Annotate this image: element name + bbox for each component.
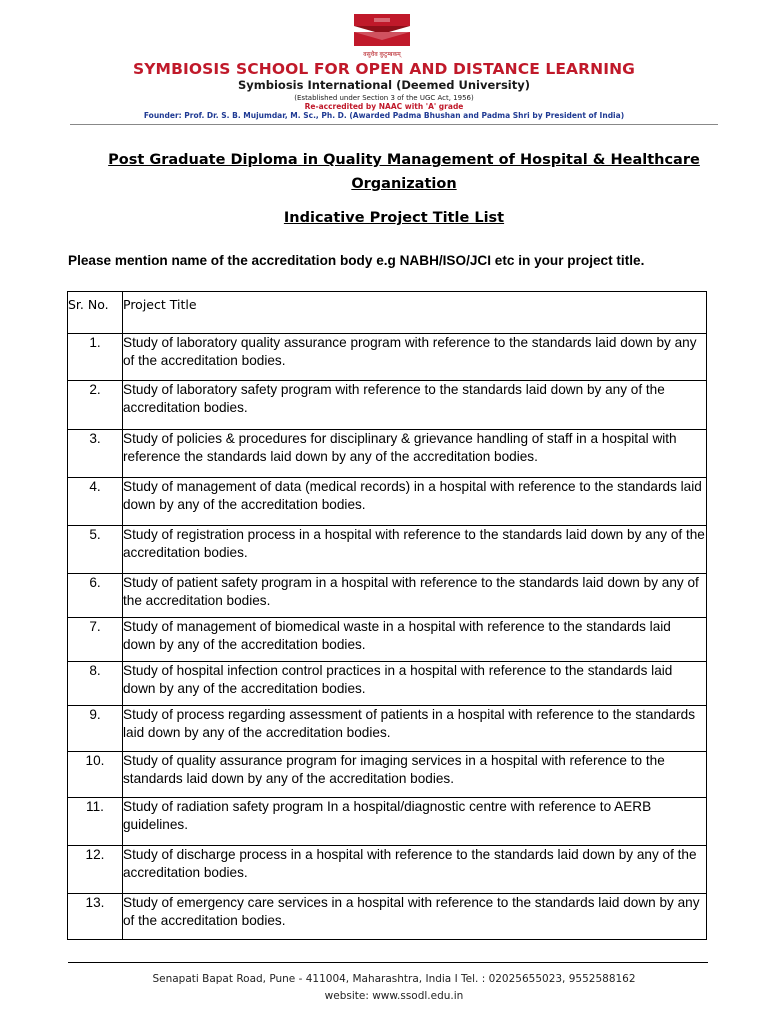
- project-title-cell: Study of policies & procedures for disciplinary & grievance handling of staff in a hospital with reference the standards laid down by any of the accreditation bodies.: [123, 430, 707, 478]
- sr-no-cell: 3.: [68, 430, 123, 478]
- sr-no-cell: 7.: [68, 618, 123, 662]
- table-row: [68, 381, 707, 430]
- logo-motto: वसुधैव कुटुम्बकम्: [363, 51, 401, 58]
- table-header-row: [68, 292, 707, 334]
- table-row: [68, 798, 707, 846]
- project-title-cell: Study of management of biomedical waste in a hospital with reference to the standards laid down by any of the accreditation bodies.: [123, 618, 707, 662]
- sr-no-cell: 8.: [68, 662, 123, 706]
- table-row: [68, 662, 707, 706]
- footer-divider: [68, 962, 708, 963]
- table-row: [68, 430, 707, 478]
- institution-name: SYMBIOSIS SCHOOL FOR OPEN AND DISTANCE LEARNING: [132, 60, 636, 78]
- sr-no-cell: 12.: [68, 846, 123, 894]
- table-row: [68, 618, 707, 662]
- header-divider: [70, 124, 718, 125]
- project-title-cell: Study of hospital infection control practices in a hospital with reference to the standards laid down by any of the accreditation bodies.: [123, 662, 707, 706]
- sr-no-cell: 2.: [68, 381, 123, 430]
- table-row: [68, 706, 707, 752]
- project-title-cell: Study of management of data (medical records) in a hospital with reference to the standards laid down by any of the accreditation bodies.: [123, 478, 707, 526]
- sr-no-cell: 9.: [68, 706, 123, 752]
- table-row: [68, 526, 707, 574]
- founder-note: Founder: Prof. Dr. S. B. Mujumdar, M. Sc., Ph. D. (Awarded Padma Bhushan and Padma Shri by President of India): [143, 111, 625, 120]
- course-title: Post Graduate Diploma in Quality Management of Hospital & Healthcare Organization: [108, 152, 700, 192]
- project-title-cell: Study of patient safety program in a hospital with reference to the standards laid down by any of the accreditation bodies.: [123, 574, 707, 618]
- project-title-cell: Study of emergency care services in a hospital with reference to the standards laid down by any of the accreditation bodies.: [123, 894, 707, 940]
- project-title-cell: Study of radiation safety program In a hospital/diagnostic centre with reference to AERB guidelines.: [123, 798, 707, 846]
- sr-no-cell: 5.: [68, 526, 123, 574]
- sr-no-cell: 6.: [68, 574, 123, 618]
- table-row: [68, 752, 707, 798]
- project-title-header: Project Title: [123, 292, 707, 334]
- sr-no-cell: 10.: [68, 752, 123, 798]
- table-row: [68, 574, 707, 618]
- project-title-cell: Study of laboratory quality assurance program with reference to the standards laid down by any of the accreditation bodies.: [123, 334, 707, 381]
- project-title-cell: Study of laboratory safety program with reference to the standards laid down by any of the accreditation bodies.: [123, 381, 707, 430]
- sr-no-cell: 13.: [68, 894, 123, 940]
- project-title-table: [67, 291, 707, 940]
- sr-no-cell: 11.: [68, 798, 123, 846]
- establishment-note: (Established under Section 3 of the UGC Act, 1956): [294, 94, 474, 102]
- symbiosis-logo: [340, 12, 424, 52]
- table-row: [68, 846, 707, 894]
- footer-address: Senapati Bapat Road, Pune - 411004, Maharashtra, India I Tel. : 02025655023, 9552588162: [152, 973, 636, 985]
- project-title-cell: Study of process regarding assessment of patients in a hospital with reference to the standards laid down by any of the accreditation bodies.: [123, 706, 707, 752]
- project-title-cell: Study of registration process in a hospital with reference to the standards laid down by any of the accreditation bodies.: [123, 526, 707, 574]
- list-title: Indicative Project Title List: [283, 210, 505, 226]
- instruction-text: Please mention name of the accreditation body e.g NABH/ISO/JCI etc in your project title.: [68, 253, 645, 268]
- university-name: Symbiosis International (Deemed University): [238, 78, 530, 92]
- project-title-cell: Study of quality assurance program for imaging services in a hospital with reference to the standards laid down by any of the accreditation bodies.: [123, 752, 707, 798]
- project-title-cell: Study of discharge process in a hospital with reference to the standards laid down by any of the accreditation bodies.: [123, 846, 707, 894]
- table-row: [68, 334, 707, 381]
- sr-no-cell: 1.: [68, 334, 123, 381]
- table-row: [68, 894, 707, 940]
- accreditation-note: Re-accredited by NAAC with 'A' grade: [304, 102, 464, 111]
- table-row: [68, 478, 707, 526]
- sr-no-cell: 4.: [68, 478, 123, 526]
- footer-website: website: www.ssodl.edu.in: [324, 990, 464, 1002]
- sr-no-header: Sr. No.: [68, 292, 123, 334]
